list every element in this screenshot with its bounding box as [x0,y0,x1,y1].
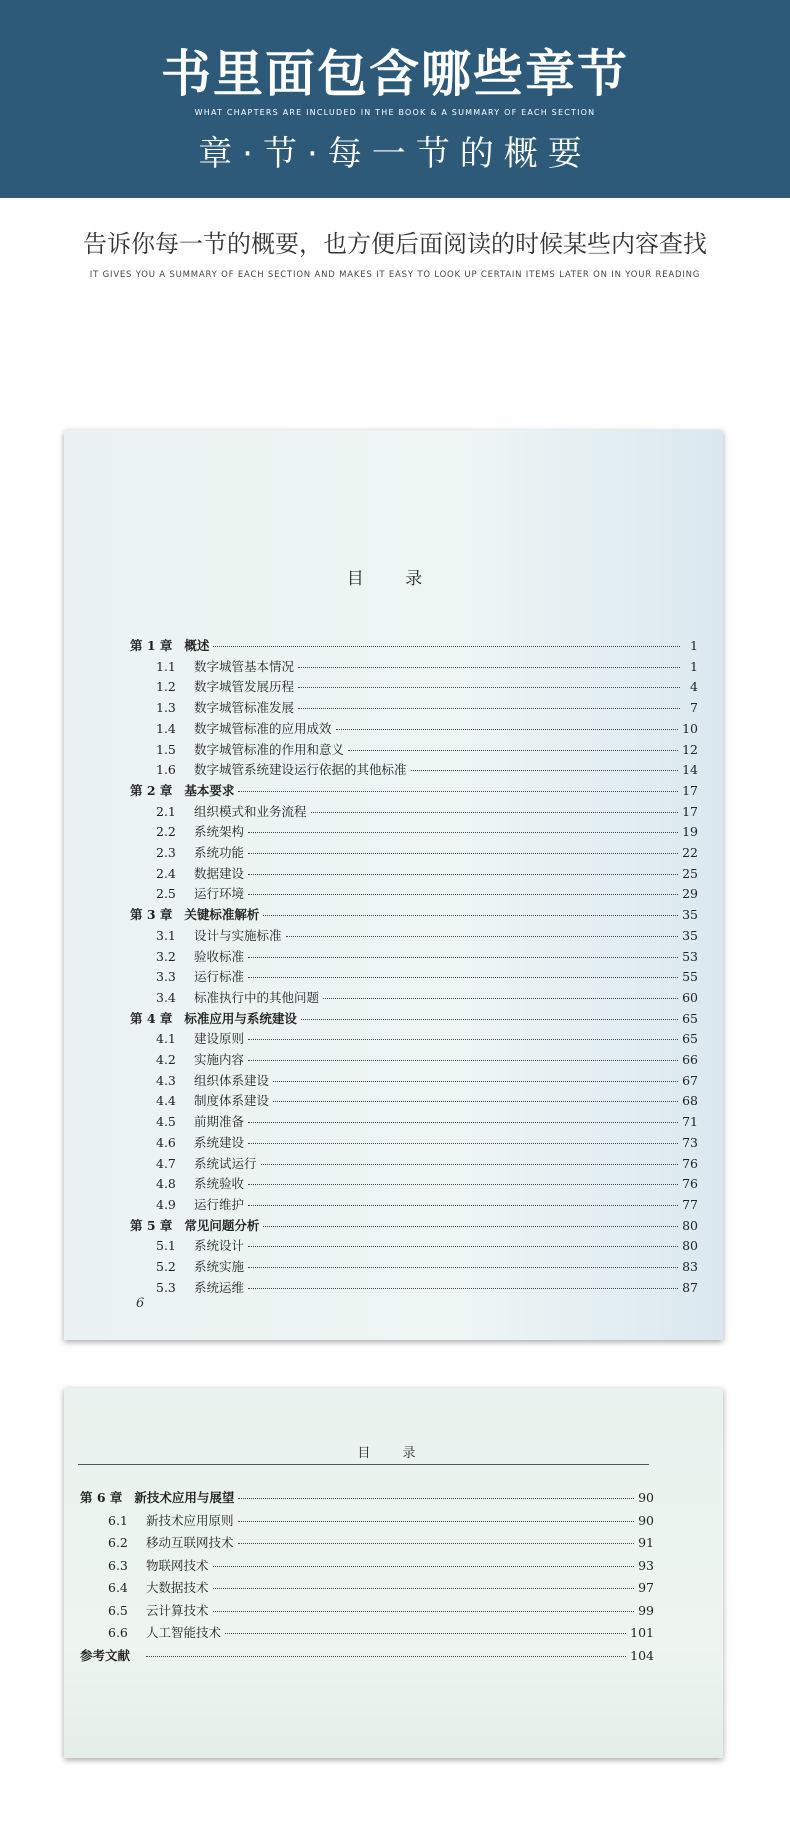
page-ref: 66 [682,1052,698,1067]
header-banner [0,0,790,198]
page-ref: 80 [682,1217,698,1233]
toc-section-row [156,967,698,985]
page-ref: 76 [682,1155,698,1171]
leader-dots [248,1246,678,1247]
chapter-label: 第 3 章 [130,907,173,923]
tagline-cn: 告诉你每一节的概要，也方便后面阅读的时候某些内容查找 [83,230,707,258]
toc-section-row [156,988,698,1006]
leader-dots [273,1101,678,1102]
page-ref: 76 [682,1176,698,1192]
section-number: 1.4 [156,720,176,736]
leader-dots [213,646,680,647]
section-title: 数据建设 [194,865,245,881]
page-ref: 17 [682,782,698,798]
section-title: 数字城管标准的应用成效 [194,720,332,736]
toc-section-row [108,1601,654,1619]
leader-dots [248,1184,678,1185]
tagline-en: IT GIVES YOU A SUMMARY OF EACH SECTION AND MAKES IT EASY TO LOOK UP CERTAIN ITEMS LATER ON IN YOUR READING [89,270,701,280]
toc-section-row [156,1278,698,1296]
section-title: 新技术应用原则 [146,1512,234,1528]
chapter-title: 关键标准解析 [184,907,260,923]
section-title: 组织体系建设 [194,1072,270,1088]
page-ref: 73 [682,1134,698,1150]
leader-dots [248,957,678,958]
section-number: 2.2 [156,824,176,840]
leader-dots [263,915,678,916]
leader-dots [213,1588,635,1589]
page-ref: 65 [682,1010,698,1026]
section-number: 1.3 [156,700,176,716]
section-title: 系统架构 [194,824,245,840]
section-title: 系统运维 [194,1279,245,1295]
toc-section-row [108,1578,654,1596]
page-ref: 53 [682,948,698,964]
section-number: 6.6 [108,1625,128,1640]
section-number: 6.3 [108,1557,128,1573]
leader-dots [298,687,680,688]
page-ref: 25 [682,865,698,881]
chapter-label: 第 5 章 [130,1217,173,1233]
page-ref: 90 [638,1490,654,1505]
leader-dots [238,1543,635,1544]
toc-section-row [108,1533,654,1551]
page-ref: 104 [630,1647,654,1663]
toc-page-2-rule [78,1464,649,1465]
section-title: 数字城管标准的作用和意义 [194,741,345,757]
page-number: 6 [136,1296,145,1311]
section-title: 系统验收 [194,1176,245,1192]
section-title: 验收标准 [194,948,245,964]
page-ref: 35 [682,927,698,943]
section-title: 制度体系建设 [194,1093,270,1109]
leader-dots [213,1566,635,1567]
section-title: 人工智能技术 [146,1625,222,1640]
chapter-title: 常见问题分析 [184,1217,260,1233]
section-title: 设计与实施标准 [194,927,282,943]
section-number: 3.1 [156,927,176,943]
chapter-title: 概述 [184,638,210,653]
page-ref: 68 [682,1093,698,1109]
toc-section-row [156,884,698,902]
section-number: 4.6 [156,1134,176,1150]
chapter-label: 第 4 章 [130,1010,173,1026]
section-number: 4.7 [156,1155,176,1171]
toc-section-row [156,1029,698,1047]
toc-page-2-photo [64,1388,723,1758]
leader-dots [298,667,680,668]
leader-dots [248,977,678,978]
page-ref: 10 [682,720,698,736]
toc-page-1-heading: 目 录 [346,569,441,589]
leader-dots [261,1164,679,1165]
section-title: 运行维护 [194,1196,245,1212]
toc-section-row [156,1195,698,1213]
section-title: 系统实施 [194,1259,245,1274]
section-title: 实施内容 [194,1052,245,1067]
toc-section-row [156,1112,698,1130]
toc-section-row [156,843,698,861]
page-ref: 1 [690,658,698,674]
leader-dots [311,812,679,813]
toc-section-row [156,719,698,737]
leader-dots [248,874,678,875]
chapter-title: 新技术应用与展望 [134,1490,235,1505]
section-number: 3.3 [156,969,176,985]
page-ref: 29 [682,886,698,902]
leader-dots [336,729,679,730]
toc-section-row [156,802,698,820]
leader-dots [248,1122,678,1123]
toc-section-row [156,698,698,716]
leader-dots [248,1060,678,1061]
leader-dots [248,1267,678,1268]
chapter-label: 参考文献 [80,1647,131,1663]
section-number: 2.3 [156,845,176,860]
banner-title: 书里面包含哪些章节 [161,44,629,103]
leader-dots [323,998,678,999]
toc-chapter-row [80,1646,654,1664]
leader-dots [238,1521,635,1522]
section-number: 6.5 [108,1602,128,1618]
leader-dots [248,894,678,895]
toc-section-row [156,822,698,840]
page-ref: 7 [690,700,698,716]
leader-dots [248,1288,678,1289]
leader-dots [348,750,678,751]
chapter-title: 基本要求 [184,782,235,798]
leader-dots [263,1226,678,1227]
toc-section-row [108,1556,654,1574]
section-number: 4.9 [156,1196,176,1212]
toc-section-row [156,1257,698,1275]
section-title: 系统试运行 [194,1155,257,1171]
page-ref: 101 [630,1625,654,1640]
leader-dots [238,1498,634,1499]
chapter-label: 第 2 章 [130,782,173,798]
toc-section-row [156,1236,698,1254]
section-title: 前期准备 [194,1114,245,1130]
page-ref: 4 [690,679,698,695]
leader-dots [248,1039,678,1040]
banner-subtitle-cn: 章·节·每一节的概要 [198,134,592,174]
section-title: 大数据技术 [146,1580,209,1595]
chapter-title: 标准应用与系统建设 [184,1010,297,1026]
toc-section-row [156,864,698,882]
leader-dots [286,936,679,937]
section-title: 数字城管基本情况 [194,658,295,674]
toc-page-1-photo [64,430,723,1340]
section-number: 4.3 [156,1072,176,1088]
toc-chapter-row [130,636,698,654]
page-ref: 90 [638,1512,654,1528]
section-title: 数字城管系统建设运行依据的其他标准 [194,762,407,778]
leader-dots [298,708,680,709]
leader-dots [301,1019,678,1020]
section-number: 1.6 [156,762,176,778]
toc-section-row [156,760,698,778]
section-title: 组织模式和业务流程 [194,803,307,819]
leader-dots [146,1656,626,1657]
section-number: 5.3 [156,1279,176,1295]
section-number: 2.5 [156,886,176,902]
section-number: 2.4 [156,865,176,881]
toc-section-row [156,657,698,675]
toc-section-row [156,1174,698,1192]
toc-chapter-row [80,1488,654,1506]
page-ref: 83 [682,1259,698,1274]
toc-page-2-heading: 目 录 [357,1446,430,1461]
leader-dots [411,770,679,771]
section-number: 5.1 [156,1238,176,1254]
section-number: 4.4 [156,1093,176,1109]
toc-section-row [108,1511,654,1529]
section-number: 3.2 [156,948,176,964]
section-number: 5.2 [156,1259,176,1274]
section-number: 6.2 [108,1535,128,1550]
leader-dots [213,1611,635,1612]
chapter-label: 第 1 章 [130,638,173,653]
toc-chapter-row [130,781,698,799]
page-ref: 80 [682,1238,698,1254]
chapter-label: 第 6 章 [80,1490,123,1505]
banner-subtitle-en: WHAT CHAPTERS ARE INCLUDED IN THE BOOK & A SUMMARY OF EACH SECTION [194,108,596,117]
page-ref: 17 [682,803,698,819]
page-ref: 97 [638,1580,654,1595]
section-number: 6.1 [108,1512,128,1528]
page-ref: 12 [682,741,698,757]
page-ref: 22 [682,845,698,860]
toc-chapter-row [130,1216,698,1234]
leader-dots [273,1081,678,1082]
toc-section-row [156,740,698,758]
section-number: 2.1 [156,803,176,819]
page-ref: 1 [690,638,698,653]
page-ref: 99 [638,1602,654,1618]
page-ref: 91 [638,1535,654,1550]
section-title: 运行环境 [194,886,245,902]
section-title: 系统建设 [194,1134,245,1150]
page-ref: 65 [682,1031,698,1047]
section-number: 4.1 [156,1031,176,1047]
page-ref: 19 [682,824,698,840]
toc-section-row [108,1623,654,1641]
section-title: 数字城管发展历程 [194,679,295,695]
section-title: 系统设计 [194,1238,245,1254]
leader-dots [248,832,678,833]
toc-section-row [156,1091,698,1109]
leader-dots [248,1143,678,1144]
page-ref: 35 [682,907,698,923]
section-title: 物联网技术 [146,1557,209,1573]
toc-section-row [156,926,698,944]
toc-section-row [156,1050,698,1068]
section-title: 数字城管标准发展 [194,700,295,716]
toc-section-row [156,1133,698,1151]
toc-section-row [156,1154,698,1172]
section-number: 1.1 [156,658,176,674]
leader-dots [248,853,678,854]
section-number: 1.2 [156,679,176,695]
leader-dots [248,1205,678,1206]
section-title: 移动互联网技术 [146,1535,234,1550]
toc-section-row [156,947,698,965]
page-ref: 93 [638,1557,654,1573]
toc-chapter-row [130,905,698,923]
toc-chapter-row [130,1009,698,1027]
section-number: 3.4 [156,989,176,1005]
page-ref: 60 [682,989,698,1005]
toc-section-row [156,1071,698,1089]
page-ref: 71 [682,1114,698,1130]
section-title: 云计算技术 [146,1602,209,1618]
page-ref: 55 [682,969,698,985]
section-number: 4.2 [156,1052,176,1067]
section-number: 6.4 [108,1580,128,1595]
leader-dots [238,791,678,792]
page-ref: 77 [682,1196,698,1212]
section-title: 标准执行中的其他问题 [194,989,320,1005]
page-ref: 87 [682,1279,698,1295]
section-number: 1.5 [156,741,176,757]
leader-dots [225,1633,626,1634]
section-title: 建设原则 [194,1031,245,1047]
section-title: 系统功能 [194,845,245,860]
page-ref: 14 [682,762,698,778]
section-number: 4.5 [156,1114,176,1130]
section-number: 4.8 [156,1176,176,1192]
page-ref: 67 [682,1072,698,1088]
toc-section-row [156,677,698,695]
section-title: 运行标准 [194,969,245,985]
